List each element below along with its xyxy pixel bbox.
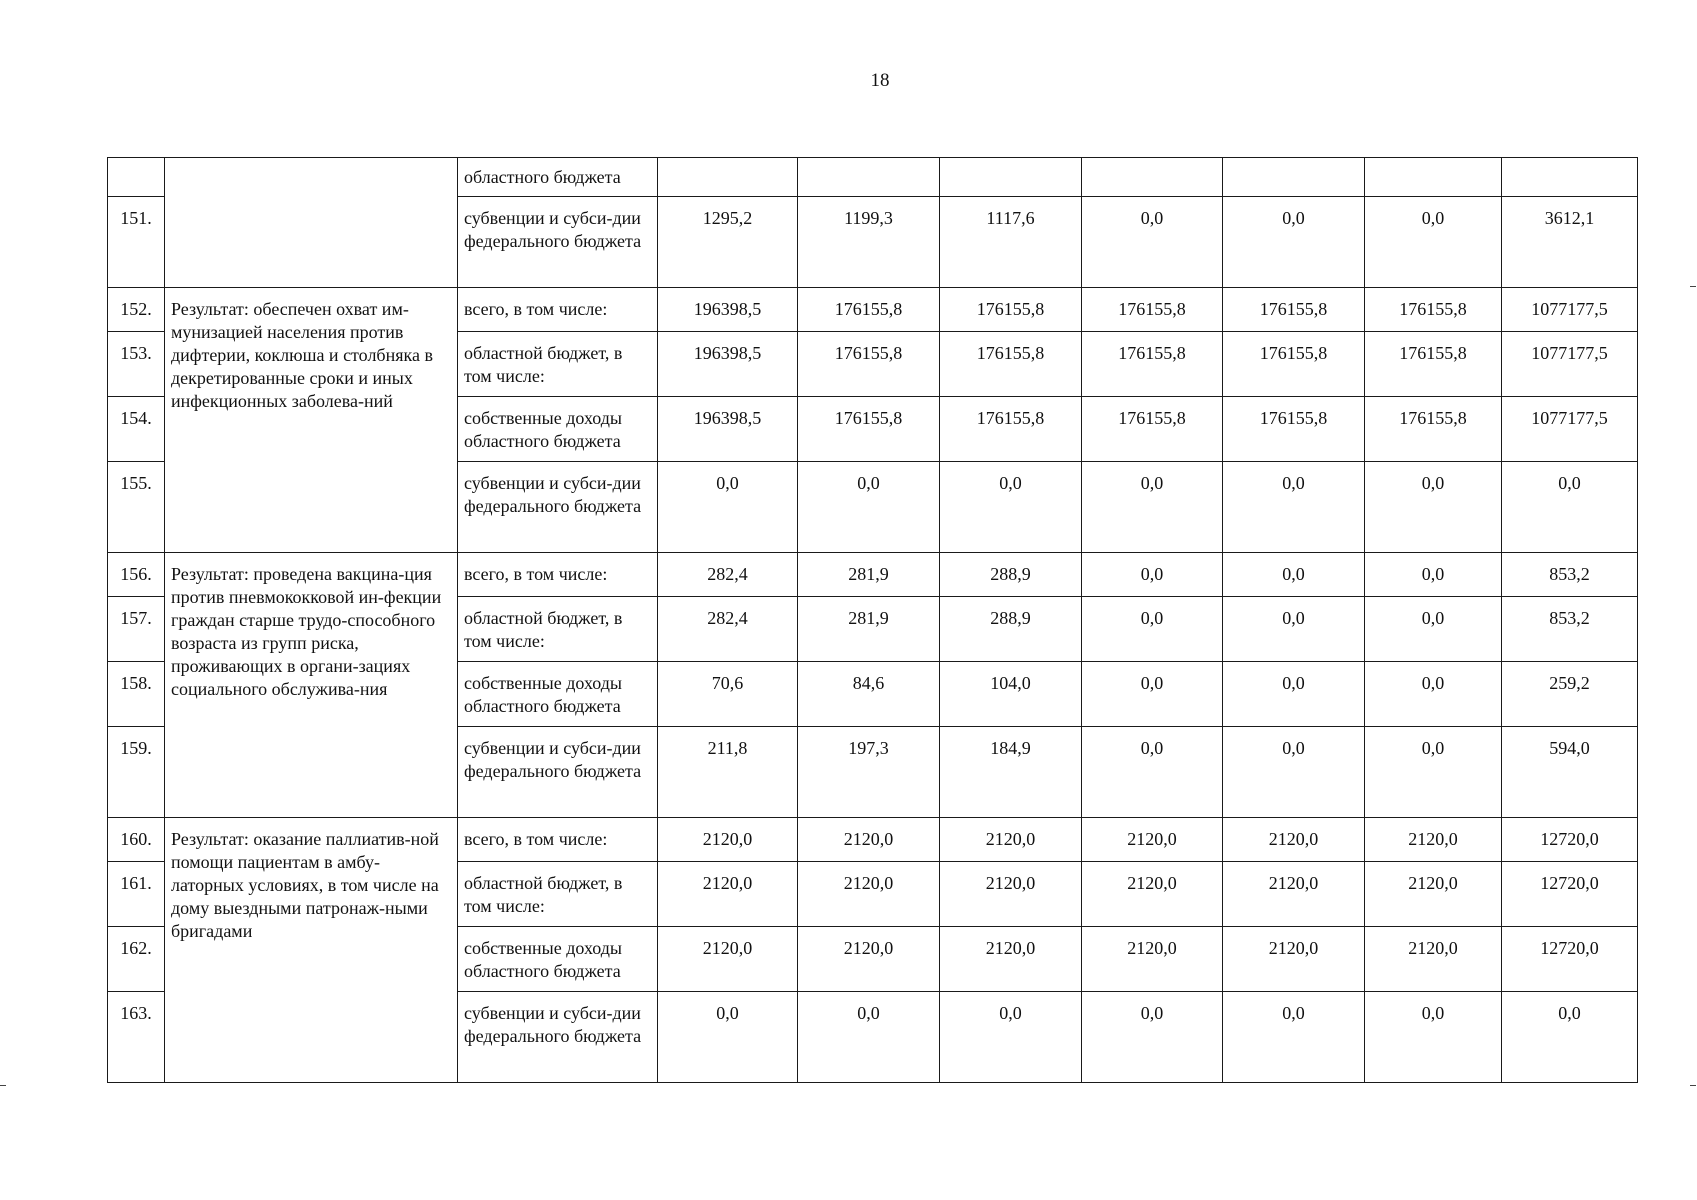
value-cell: 281,9: [798, 597, 940, 662]
total-value-cell: 1077177,5: [1502, 397, 1638, 462]
value-cell: 211,8: [658, 727, 798, 818]
table-row: [108, 288, 1638, 332]
value-cell: 2120,0: [658, 927, 798, 992]
scan-edge-mark: [1690, 1085, 1696, 1086]
value-cell: 197,3: [798, 727, 940, 818]
value-cell: 2120,0: [1082, 927, 1223, 992]
table-row: [108, 553, 1638, 597]
value-cell: 0,0: [1082, 662, 1223, 727]
value-cell: 176155,8: [798, 288, 940, 332]
funding-source: собственные доходы областного бюджета: [458, 927, 658, 992]
value-cell: 2120,0: [658, 862, 798, 927]
value-cell: [658, 158, 798, 197]
row-number: 161.: [108, 862, 165, 927]
value-cell: 196398,5: [658, 288, 798, 332]
value-cell: [798, 158, 940, 197]
value-cell: 0,0: [1223, 597, 1365, 662]
funding-source: областной бюджет, в том числе:: [458, 332, 658, 397]
total-value-cell: 1077177,5: [1502, 332, 1638, 397]
funding-source: областной бюджет, в том числе:: [458, 862, 658, 927]
funding-source: субвенции и субси-дии федерального бюджета: [458, 462, 658, 553]
funding-source: субвенции и субси-дии федерального бюджета: [458, 727, 658, 818]
page-number: 18: [870, 70, 890, 91]
value-cell: 70,6: [658, 662, 798, 727]
value-cell: 288,9: [940, 553, 1082, 597]
total-value-cell: 259,2: [1502, 662, 1638, 727]
row-number: 152.: [108, 288, 165, 332]
funding-source: всего, в том числе:: [458, 288, 658, 332]
total-value-cell: 0,0: [1502, 992, 1638, 1083]
value-cell: 176155,8: [1365, 332, 1502, 397]
value-cell: 176155,8: [1082, 397, 1223, 462]
value-cell: 176155,8: [798, 397, 940, 462]
value-cell: 2120,0: [798, 818, 940, 862]
row-number: [108, 158, 165, 197]
value-cell: 2120,0: [798, 862, 940, 927]
total-value-cell: 1077177,5: [1502, 288, 1638, 332]
result-description: [165, 158, 458, 288]
value-cell: 2120,0: [940, 818, 1082, 862]
total-value-cell: 3612,1: [1502, 197, 1638, 288]
value-cell: 0,0: [1223, 992, 1365, 1083]
value-cell: 0,0: [1082, 462, 1223, 553]
funding-source: собственные доходы областного бюджета: [458, 397, 658, 462]
result-description: Результат: проведена вакцина-ция против пневмококковой ин-фекции граждан старше трудо-способного возраста из групп риска, проживающих в органи-зациях социального обслужива-ния: [165, 553, 458, 818]
funding-source: всего, в том числе:: [458, 553, 658, 597]
value-cell: [940, 158, 1082, 197]
value-cell: 176155,8: [940, 288, 1082, 332]
value-cell: 0,0: [1082, 597, 1223, 662]
value-cell: 2120,0: [1365, 927, 1502, 992]
value-cell: 2120,0: [658, 818, 798, 862]
value-cell: 0,0: [1365, 197, 1502, 288]
value-cell: 0,0: [658, 462, 798, 553]
value-cell: 0,0: [1365, 727, 1502, 818]
row-number: 151.: [108, 197, 165, 288]
value-cell: 282,4: [658, 553, 798, 597]
value-cell: 0,0: [1223, 727, 1365, 818]
table-row: [108, 818, 1638, 862]
total-value-cell: 853,2: [1502, 553, 1638, 597]
value-cell: 1199,3: [798, 197, 940, 288]
row-number: 159.: [108, 727, 165, 818]
value-cell: 0,0: [1082, 992, 1223, 1083]
value-cell: 0,0: [658, 992, 798, 1083]
value-cell: 184,9: [940, 727, 1082, 818]
value-cell: [1365, 158, 1502, 197]
value-cell: 0,0: [1365, 662, 1502, 727]
value-cell: 2120,0: [1082, 862, 1223, 927]
value-cell: 84,6: [798, 662, 940, 727]
value-cell: 0,0: [1223, 553, 1365, 597]
total-value-cell: 594,0: [1502, 727, 1638, 818]
value-cell: 2120,0: [1223, 927, 1365, 992]
value-cell: 281,9: [798, 553, 940, 597]
total-value-cell: 12720,0: [1502, 818, 1638, 862]
total-value-cell: 0,0: [1502, 462, 1638, 553]
budget-table: [107, 157, 1638, 1083]
row-number: 163.: [108, 992, 165, 1083]
row-number: 155.: [108, 462, 165, 553]
row-number: 157.: [108, 597, 165, 662]
row-number: 156.: [108, 553, 165, 597]
result-description: Результат: обеспечен охват им-мунизацией населения против дифтерии, коклюша и столбняка в декретированные сроки и иных инфекционных заболева-ний: [165, 288, 458, 553]
value-cell: 1295,2: [658, 197, 798, 288]
scan-edge-mark: [1690, 286, 1696, 287]
value-cell: 288,9: [940, 597, 1082, 662]
value-cell: 176155,8: [940, 332, 1082, 397]
value-cell: 2120,0: [1223, 862, 1365, 927]
value-cell: 0,0: [1365, 462, 1502, 553]
value-cell: 2120,0: [940, 927, 1082, 992]
value-cell: 176155,8: [1082, 288, 1223, 332]
value-cell: 2120,0: [1365, 862, 1502, 927]
value-cell: 0,0: [1223, 197, 1365, 288]
value-cell: 176155,8: [1365, 288, 1502, 332]
value-cell: 0,0: [1223, 662, 1365, 727]
value-cell: 2120,0: [798, 927, 940, 992]
value-cell: 0,0: [940, 992, 1082, 1083]
row-number: 154.: [108, 397, 165, 462]
value-cell: 176155,8: [940, 397, 1082, 462]
value-cell: [1082, 158, 1223, 197]
total-value-cell: 853,2: [1502, 597, 1638, 662]
total-value-cell: 12720,0: [1502, 862, 1638, 927]
value-cell: 196398,5: [658, 332, 798, 397]
row-number: 162.: [108, 927, 165, 992]
value-cell: 0,0: [1082, 553, 1223, 597]
value-cell: 0,0: [1082, 727, 1223, 818]
value-cell: 2120,0: [940, 862, 1082, 927]
value-cell: 176155,8: [1223, 332, 1365, 397]
value-cell: 176155,8: [1082, 332, 1223, 397]
value-cell: 176155,8: [1223, 288, 1365, 332]
total-value-cell: 12720,0: [1502, 927, 1638, 992]
value-cell: 176155,8: [798, 332, 940, 397]
row-number: 153.: [108, 332, 165, 397]
value-cell: 2120,0: [1223, 818, 1365, 862]
funding-source: областного бюджета: [458, 158, 658, 197]
value-cell: 0,0: [1365, 992, 1502, 1083]
value-cell: 0,0: [798, 462, 940, 553]
value-cell: 0,0: [1365, 597, 1502, 662]
funding-source: областной бюджет, в том числе:: [458, 597, 658, 662]
funding-source: субвенции и субси-дии федерального бюджета: [458, 197, 658, 288]
value-cell: 2120,0: [1365, 818, 1502, 862]
total-value-cell: [1502, 158, 1638, 197]
value-cell: 282,4: [658, 597, 798, 662]
value-cell: 0,0: [940, 462, 1082, 553]
value-cell: 196398,5: [658, 397, 798, 462]
funding-source: всего, в том числе:: [458, 818, 658, 862]
value-cell: 0,0: [1082, 197, 1223, 288]
value-cell: 104,0: [940, 662, 1082, 727]
row-number: 158.: [108, 662, 165, 727]
value-cell: [1223, 158, 1365, 197]
table-body: [108, 158, 1638, 1083]
funding-source: субвенции и субси-дии федерального бюджета: [458, 992, 658, 1083]
scan-edge-mark: [0, 1085, 6, 1086]
table-row: [108, 158, 1638, 197]
value-cell: 0,0: [798, 992, 940, 1083]
value-cell: 0,0: [1365, 553, 1502, 597]
value-cell: 176155,8: [1223, 397, 1365, 462]
value-cell: 2120,0: [1082, 818, 1223, 862]
row-number: 160.: [108, 818, 165, 862]
funding-source: собственные доходы областного бюджета: [458, 662, 658, 727]
value-cell: 0,0: [1223, 462, 1365, 553]
result-description: Результат: оказание паллиатив-ной помощи пациентам в амбу-латорных условиях, в том числе на дому выездными патронаж-ными бригадами: [165, 818, 458, 1083]
value-cell: 176155,8: [1365, 397, 1502, 462]
value-cell: 1117,6: [940, 197, 1082, 288]
